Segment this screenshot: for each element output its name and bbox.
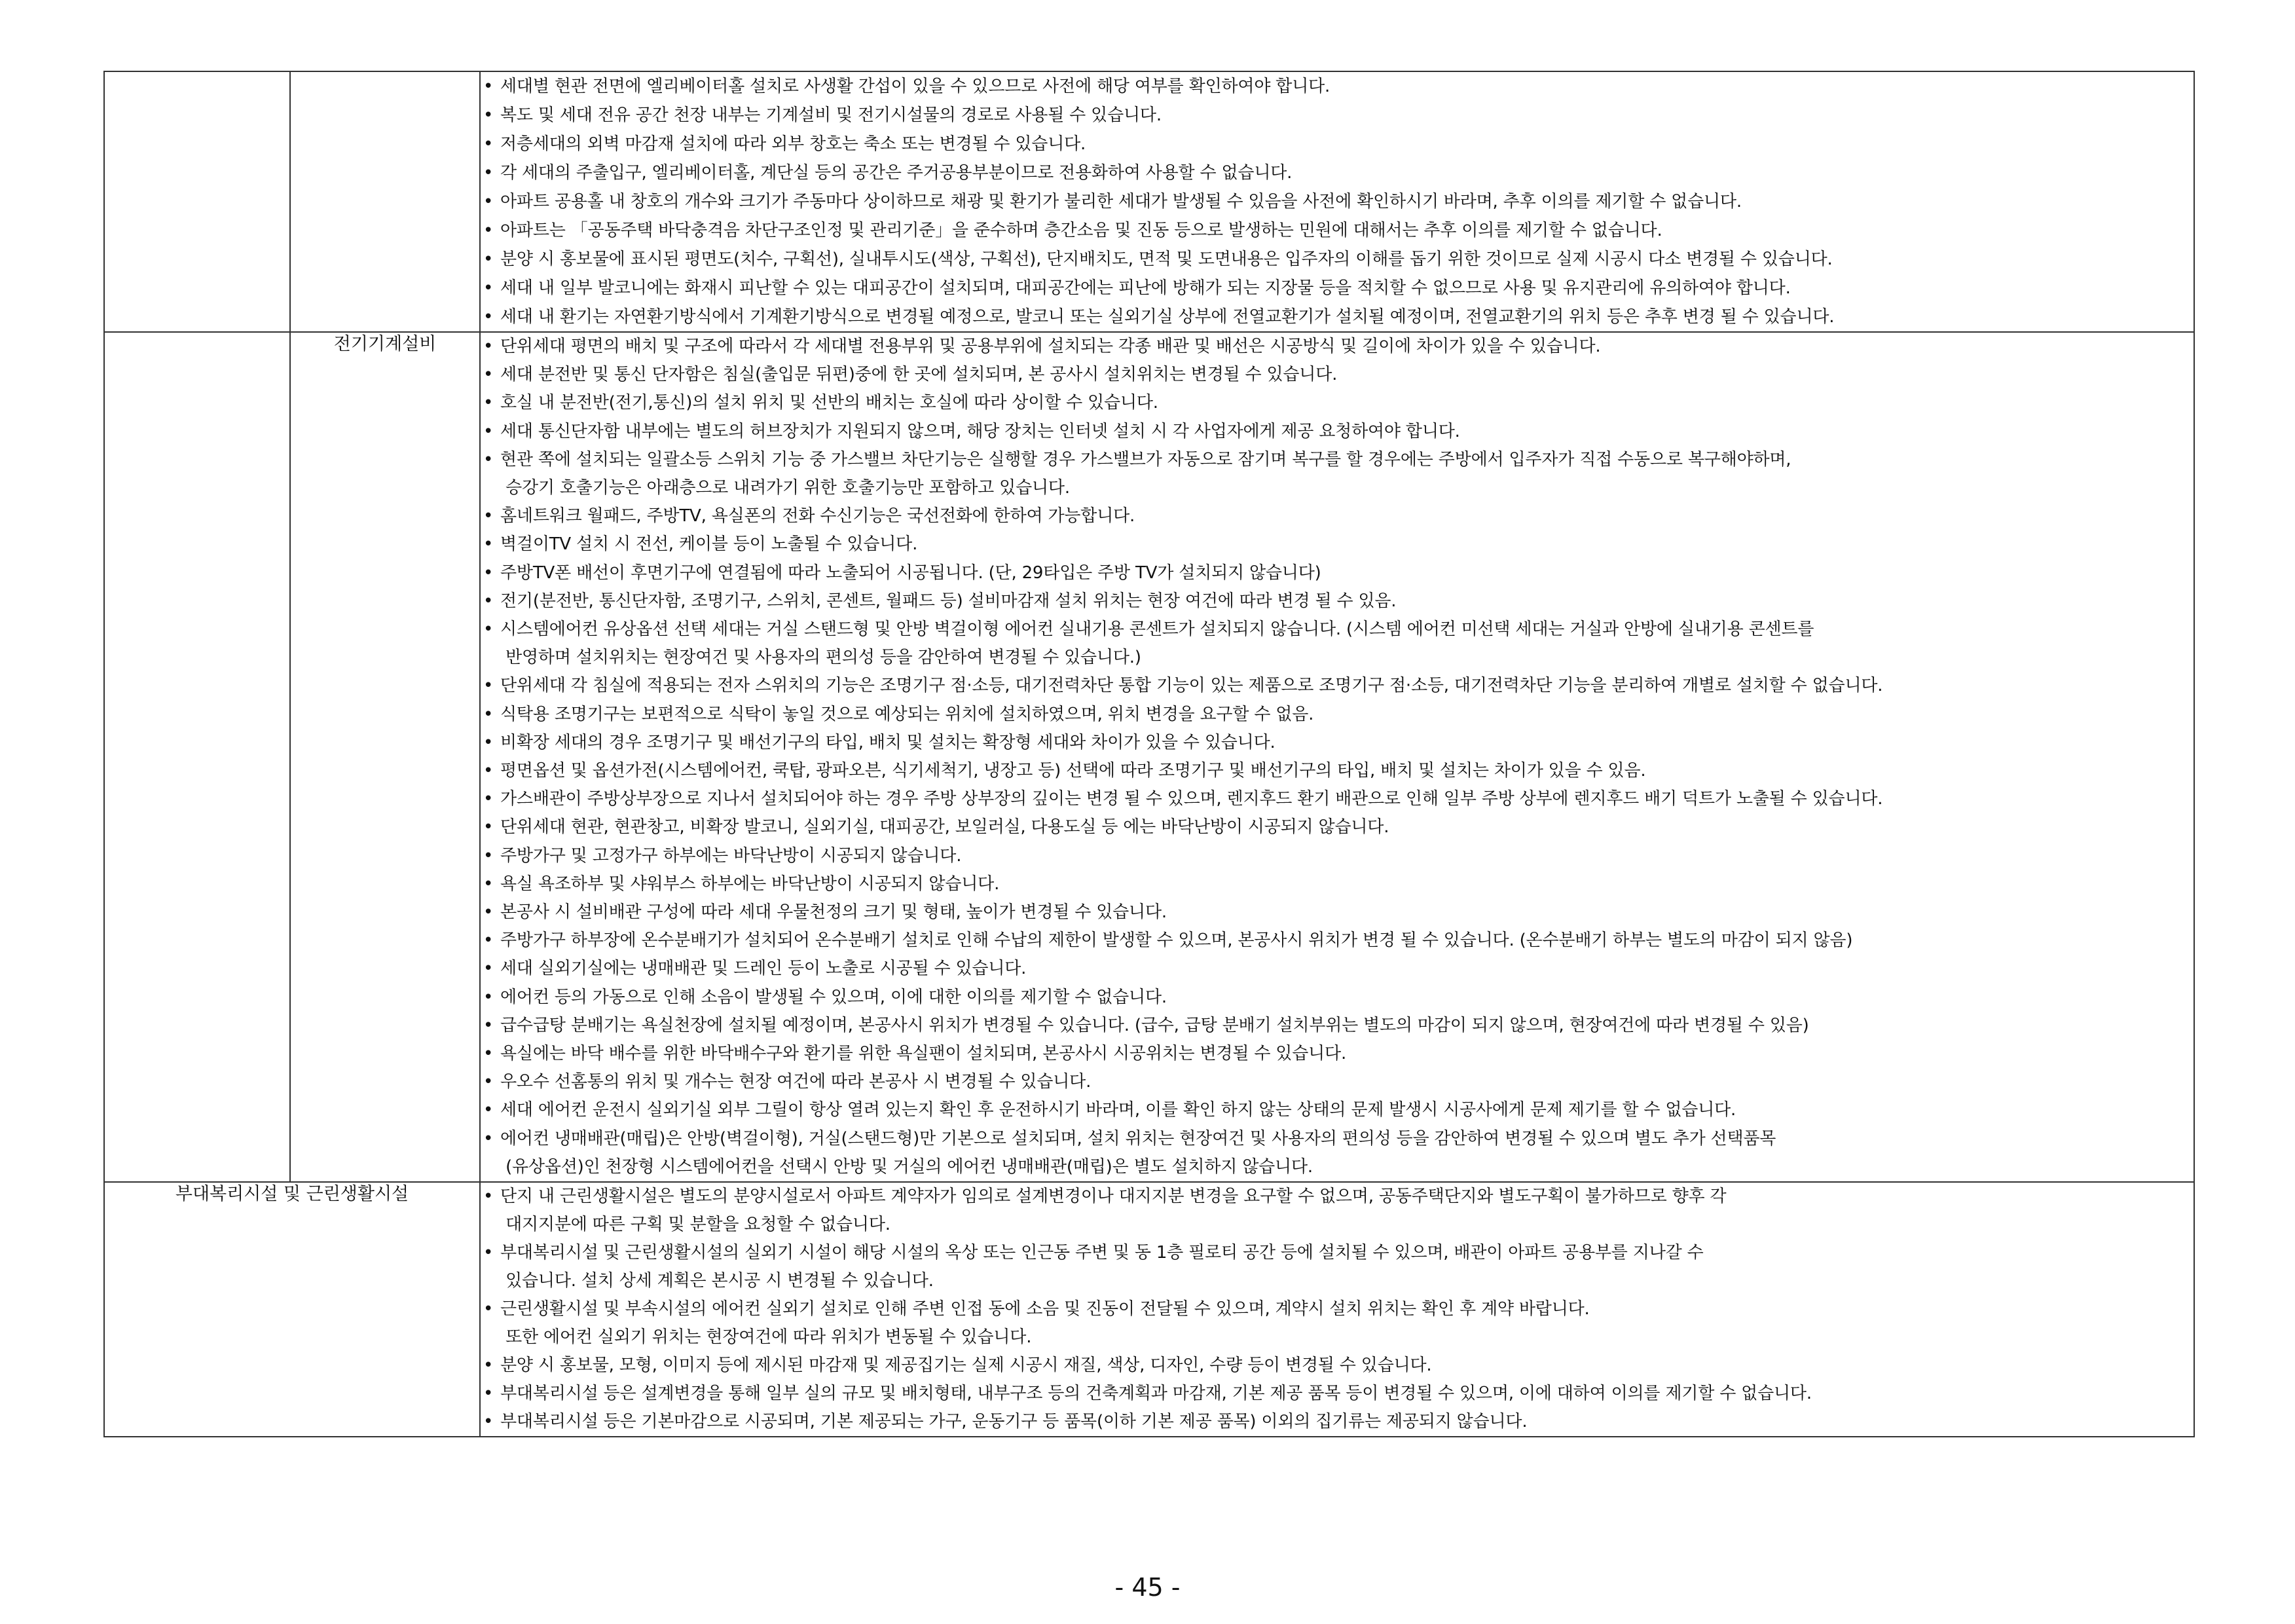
list-item: • 아파트 공용홀 내 창호의 개수와 크기가 주동마다 상이하므로 채광 및 환기가 불리한 세대가 발생될 수 있음을 사전에 확인하시기 바라며, 추후 이의를 제기할 수 없습니다. (481, 187, 2194, 216)
list-item: • 세대 에어컨 운전시 실외기실 외부 그릴이 항상 열려 있는지 확인 후 운전하시기 바라며, 이를 확인 하지 않는 상태의 문제 발생시 시공사에게 문제 제기를 할 수 없습니다. (481, 1096, 2194, 1124)
list-item: • 부대복리시설 등은 설계변경을 통해 일부 실의 규모 및 배치형태, 내부구조 등의 건축계획과 마감재, 기본 제공 품목 등이 변경될 수 있으며, 이에 대하여 이의를 제기할 수 없습니다. (481, 1380, 2194, 1408)
list-item: • 가스배관이 주방상부장으로 지나서 설치되어야 하는 경우 주방 상부장의 깊이는 변경 될 수 있으며, 렌지후드 환기 배관으로 인해 일부 주방 상부에 렌지후드 배기 덕트가 노출될 수 있습니다. (481, 785, 2194, 813)
content-cell (480, 1182, 2194, 1437)
list-item: • 비확장 세대의 경우 조명기구 및 배선기구의 타입, 배치 및 설치는 확장형 세대와 차이가 있을 수 있습니다. (481, 729, 2194, 757)
list-item: • 각 세대의 주출입구, 엘리베이터홀, 계단실 등의 공간은 주거공용부분이므로 전용화하여 사용할 수 없습니다. (481, 158, 2194, 187)
table-row (104, 71, 2194, 332)
list-item: • 주방TV폰 배선이 후면기구에 연결됨에 따라 노출되어 시공됩니다. (단, 29타입은 주방 TV가 설치되지 않습니다) (481, 559, 2194, 587)
list-item: • 현관 쪽에 설치되는 일괄소등 스위치 기능 중 가스밸브 차단기능은 실행할 경우 가스밸브가 자동으로 잠기며 복구를 할 경우에는 주방에서 입주자가 직접 수동으로 복구해야하며, 승강기 호출기능은 아래층으로 내려가기 위한 호출기능만 포함하고 있습니다. (481, 446, 2194, 502)
list-item: • 복도 및 세대 전유 공간 천장 내부는 기계설비 및 전기시설물의 경로로 사용될 수 있습니다. (481, 101, 2194, 130)
list-item: • 단위세대 현관, 현관창고, 비확장 발코니, 실외기실, 대피공간, 보일러실, 다용도실 등 에는 바닥난방이 시공되지 않습니다. (481, 813, 2194, 841)
notice-table (103, 71, 2195, 1437)
list-item: • 호실 내 분전반(전기,통신)의 설치 위치 및 선반의 배치는 호실에 따라 상이할 수 있습니다. (481, 389, 2194, 417)
list-item: • 시스템에어컨 유상옵션 선택 세대는 거실 스탠드형 및 안방 벽걸이형 에어컨 실내기용 콘센트가 설치되지 않습니다. (시스템 에어컨 미선택 세대는 거실과 안방에 실내기용 콘센트를 반영하며 설치위치는 현장여건 및 사용자의 편의성 등을 감안하여 변경될 수 있습니다.) (481, 616, 2194, 672)
list-item: • 근린생활시설 및 부속시설의 에어컨 실외기 설치로 인해 주변 인접 동에 소음 및 진동이 전달될 수 있으며, 계약시 설치 위치는 확인 후 계약 바랍니다. 또한 에어컨 실외기 위치는 현장여건에 따라 위치가 변동될 수 있습니다. (481, 1295, 2194, 1352)
bullet-list (481, 72, 2194, 331)
page-number: - 45 - (1114, 1573, 1181, 1602)
list-item: • 단위세대 평면의 배치 및 구조에 따라서 각 세대별 전용부위 및 공용부위에 설치되는 각종 배관 및 배선은 시공방식 및 길이에 차이가 있을 수 있습니다. (481, 333, 2194, 361)
list-item: • 아파트는 「공동주택 바닥충격음 차단구조인정 및 관리기준」을 준수하며 층간소음 및 진동 등으로 발생하는 민원에 대해서는 추후 이의를 제기할 수 없습니다. (481, 216, 2194, 245)
subcategory-cell: 전기기계설비 (290, 332, 480, 1182)
table-row (104, 1182, 2194, 1437)
list-item: • 세대 분전반 및 통신 단자함은 침실(출입문 뒤편)중에 한 곳에 설치되며, 본 공사시 설치위치는 변경될 수 있습니다. (481, 361, 2194, 389)
list-item: • 우오수 선홈통의 위치 및 개수는 현장 여건에 따라 본공사 시 변경될 수 있습니다. (481, 1068, 2194, 1096)
list-item: • 에어컨 냉매배관(매립)은 안방(벽걸이형), 거실(스탠드형)만 기본으로 설치되며, 설치 위치는 현장여건 및 사용자의 편의성 등을 감안하여 변경될 수 있으며 별도 추가 선택품목 (유상옵션)인 천장형 시스템에어컨을 선택시 안방 및 거실의 에어컨 냉매배관(매립)은 별도 설치하지 않습니다. (481, 1125, 2194, 1181)
list-item: • 본공사 시 설비배관 구성에 따라 세대 우물천정의 크기 및 형태, 높이가 변경될 수 있습니다. (481, 898, 2194, 927)
category-cell (104, 332, 290, 1182)
table-row (104, 332, 2194, 1182)
list-item: • 세대 통신단자함 내부에는 별도의 허브장치가 지원되지 않으며, 해당 장치는 인터넷 설치 시 각 사업자에게 제공 요청하여야 합니다. (481, 418, 2194, 446)
list-item: • 단지 내 근린생활시설은 별도의 분양시설로서 아파트 계약자가 임의로 설계변경이나 대지지분 변경을 요구할 수 없으며, 공동주택단지와 별도구획이 불가하므로 향후 각 대지지분에 따른 구획 및 분할을 요청할 수 없습니다. (481, 1183, 2194, 1239)
list-item: • 단위세대 각 침실에 적용되는 전자 스위치의 기능은 조명기구 점·소등, 대기전력차단 통합 기능이 있는 제품으로 조명기구 점·소등, 대기전력차단 기능을 분리하여 개별로 설치할 수 없습니다. (481, 672, 2194, 700)
list-item: • 평면옵션 및 옵션가전(시스템에어컨, 쿡탑, 광파오븐, 식기세척기, 냉장고 등) 선택에 따라 조명기구 및 배선기구의 타입, 배치 및 설치는 차이가 있을 수 있음. (481, 757, 2194, 785)
list-item: • 홈네트워크 월패드, 주방TV, 욕실폰의 전화 수신기능은 국선전화에 한하여 가능합니다. (481, 502, 2194, 530)
list-item: • 욕실 욕조하부 및 샤워부스 하부에는 바닥난방이 시공되지 않습니다. (481, 870, 2194, 898)
list-item: • 식탁용 조명기구는 보편적으로 식탁이 놓일 것으로 예상되는 위치에 설치하였으며, 위치 변경을 요구할 수 없음. (481, 701, 2194, 729)
bullet-list (481, 1183, 2194, 1436)
category-cell (104, 71, 290, 332)
list-item: • 저층세대의 외벽 마감재 설치에 따라 외부 창호는 축소 또는 변경될 수 있습니다. (481, 130, 2194, 158)
list-item: • 욕실에는 바닥 배수를 위한 바닥배수구와 환기를 위한 욕실팬이 설치되며, 본공사시 시공위치는 변경될 수 있습니다. (481, 1040, 2194, 1068)
bullet-list (481, 333, 2194, 1181)
list-item: • 벽걸이TV 설치 시 전선, 케이블 등이 노출될 수 있습니다. (481, 530, 2194, 559)
list-item: • 전기(분전반, 통신단자함, 조명기구, 스위치, 콘센트, 월패드 등) 설비마감재 설치 위치는 현장 여건에 따라 변경 될 수 있음. (481, 587, 2194, 616)
list-item: • 분양 시 홍보물에 표시된 평면도(치수, 구획선), 실내투시도(색상, 구획선), 단지배치도, 면적 및 도면내용은 입주자의 이해를 돕기 위한 것이므로 실제 시공시 다소 변경될 수 있습니다. (481, 245, 2194, 274)
list-item: • 주방가구 및 고정가구 하부에는 바닥난방이 시공되지 않습니다. (481, 842, 2194, 870)
list-item: • 분양 시 홍보물, 모형, 이미지 등에 제시된 마감재 및 제공집기는 실제 시공시 재질, 색상, 디자인, 수량 등이 변경될 수 있습니다. (481, 1352, 2194, 1380)
list-item: • 부대복리시설 및 근린생활시설의 실외기 시설이 해당 시설의 옥상 또는 인근동 주변 및 동 1층 필로티 공간 등에 설치될 수 있으며, 배관이 아파트 공용부를 지나갈 수 있습니다. 설치 상세 계획은 본시공 시 변경될 수 있습니다. (481, 1239, 2194, 1295)
list-item: • 급수급탕 분배기는 욕실천장에 설치될 예정이며, 본공사시 위치가 변경될 수 있습니다. (급수, 급탕 분배기 설치부위는 별도의 마감이 되지 않으며, 현장여건에 따라 변경될 수 있음) (481, 1012, 2194, 1040)
content-cell (480, 71, 2194, 332)
subcategory-cell (290, 71, 480, 332)
category-cell: 부대복리시설 및 근린생활시설 (104, 1182, 480, 1437)
list-item: • 세대 내 환기는 자연환기방식에서 기계환기방식으로 변경될 예정으로, 발코니 또는 실외기실 상부에 전열교환기가 설치될 예정이며, 전열교환기의 위치 등은 추후 변경 될 수 있습니다. (481, 303, 2194, 331)
list-item: • 세대 내 일부 발코니에는 화재시 피난할 수 있는 대피공간이 설치되며, 대피공간에는 피난에 방해가 되는 지장물 등을 적치할 수 없으므로 사용 및 유지관리에 유의하여야 합니다. (481, 274, 2194, 303)
list-item: • 부대복리시설 등은 기본마감으로 시공되며, 기본 제공되는 가구, 운동기구 등 품목(이하 기본 제공 품목) 이외의 집기류는 제공되지 않습니다. (481, 1408, 2194, 1436)
content-cell (480, 332, 2194, 1182)
list-item: • 세대 실외기실에는 냉매배관 및 드레인 등이 노출로 시공될 수 있습니다. (481, 955, 2194, 983)
list-item: • 에어컨 등의 가동으로 인해 소음이 발생될 수 있으며, 이에 대한 이의를 제기할 수 없습니다. (481, 984, 2194, 1012)
list-item: • 세대별 현관 전면에 엘리베이터홀 설치로 사생활 간섭이 있을 수 있으므로 사전에 해당 여부를 확인하여야 합니다. (481, 72, 2194, 101)
list-item: • 주방가구 하부장에 온수분배기가 설치되어 온수분배기 설치로 인해 수납의 제한이 발생할 수 있으며, 본공사시 위치가 변경 될 수 있습니다. (온수분배기 하부는 별도의 마감이 되지 않음) (481, 927, 2194, 955)
